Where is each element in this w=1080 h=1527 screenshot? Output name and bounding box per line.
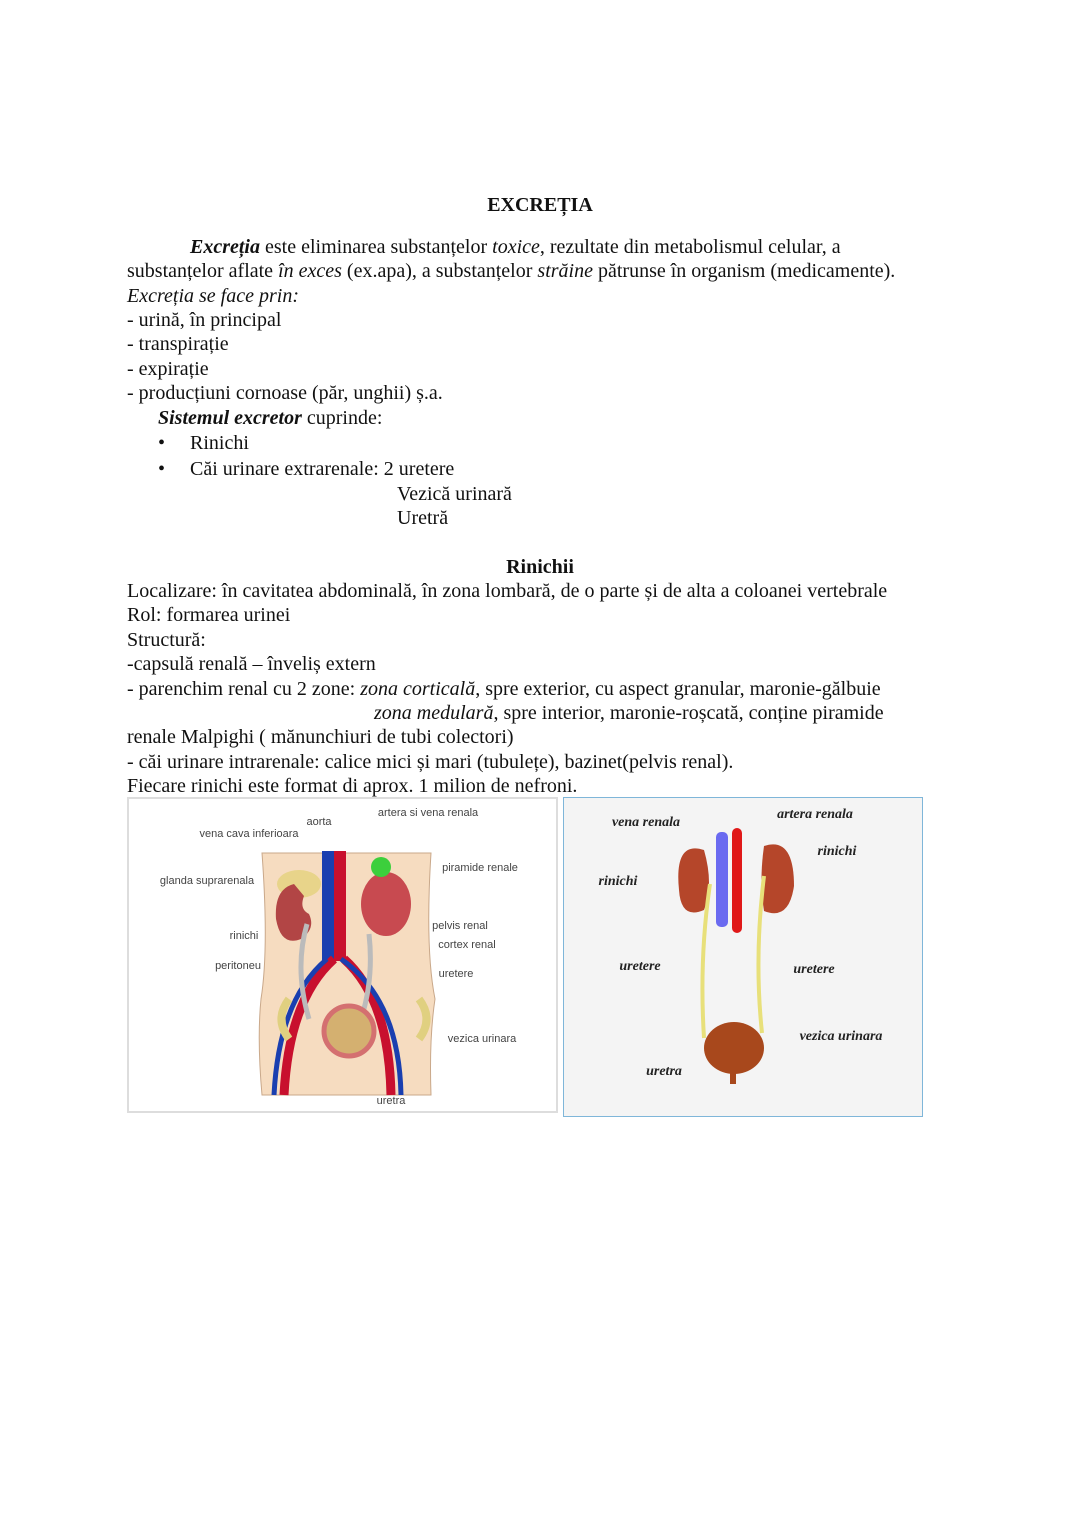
kidney-line: Fiecare rinichi este format di aprox. 1 milion de nefroni.	[127, 775, 578, 797]
figure-anatomy-abdomen	[127, 797, 558, 1113]
section-title: Rinichii	[506, 556, 574, 578]
kidney-line: zona medulară, spre interior, maronie-roșcată, conține piramide	[374, 702, 884, 724]
system-heading: Sistemul excretor cuprinde:	[158, 407, 383, 429]
kidney-line: -capsulă renală – înveliș extern	[127, 653, 376, 675]
anatomy-illustration	[129, 799, 560, 1115]
way-item: - expirație	[127, 358, 209, 380]
sub-item: Uretră	[397, 507, 449, 529]
way-item: - producțiuni cornoase (păr, unghii) ș.a.	[127, 382, 443, 404]
label-urethra: uretra	[646, 1064, 682, 1079]
label-ureter-left: uretere	[619, 959, 661, 974]
bullet-item: • Căi urinare extrarenale: 2 uretere	[158, 458, 455, 480]
label-urethra: uretra	[376, 1095, 406, 1107]
intro-lead: Excreția se face prin:	[127, 285, 299, 307]
kidney-line: Rol: formarea urinei	[127, 604, 291, 626]
label-renal-vein: vena renala	[611, 815, 681, 830]
bullet-item: • Rinichi	[158, 432, 249, 454]
kidney-line: Localizare: în cavitatea abdominală, în zona lombară, de o parte și de alta a coloanei vertebrale	[127, 580, 888, 602]
intro-line-2: substanțelor aflate în exces (ex.apa), a substanțelor străine pătrunse în organism (medicamente).	[127, 260, 896, 282]
kidney-line: renale Malpighi ( mănunchiuri de tubi colectori)	[127, 726, 514, 748]
label-adrenal: glanda suprarenala	[159, 875, 255, 887]
label-kidney: rinichi	[229, 930, 259, 942]
label-renal-artery: artera renala	[777, 807, 853, 822]
page-title: EXCREȚIA	[487, 194, 593, 216]
label-pyramids: piramide renale	[442, 862, 518, 874]
way-item: - transpirație	[127, 333, 229, 355]
label-vena-cava: vena cava inferioara	[199, 828, 299, 840]
urinary-system-illustration	[564, 798, 924, 1118]
kidney-line: - parenchim renal cu 2 zone: zona corticală, spre exterior, cu aspect granular, maronie-gălbuie	[127, 678, 881, 700]
sub-item: Vezică urinară	[397, 483, 512, 505]
label-peritoneum: peritoneu	[215, 960, 261, 972]
figure-urinary-system	[563, 797, 923, 1117]
label-bladder: vezica urinara	[799, 1029, 883, 1044]
kidney-line: - căi urinare intrarenale: calice mici și mari (tubulețe), bazinet(pelvis renal).	[127, 751, 734, 773]
label-ureters: uretere	[438, 968, 474, 980]
label-bladder: vezica urinara	[447, 1033, 517, 1045]
label-pelvis: pelvis renal	[432, 920, 488, 932]
label-ureter-right: uretere	[793, 962, 835, 977]
intro-line-1: Excreția este eliminarea substanțelor toxice, rezultate din metabolismul celular, a	[190, 236, 841, 258]
label-cortex: cortex renal	[438, 939, 496, 951]
label-kidney-right: rinichi	[817, 844, 857, 859]
way-item: - urină, în principal	[127, 309, 282, 331]
label-renal-vessels: artera si vena renala	[377, 807, 479, 819]
kidney-line: Structură:	[127, 629, 206, 651]
label-aorta: aorta	[306, 816, 332, 828]
label-kidney-left: rinichi	[598, 874, 638, 889]
